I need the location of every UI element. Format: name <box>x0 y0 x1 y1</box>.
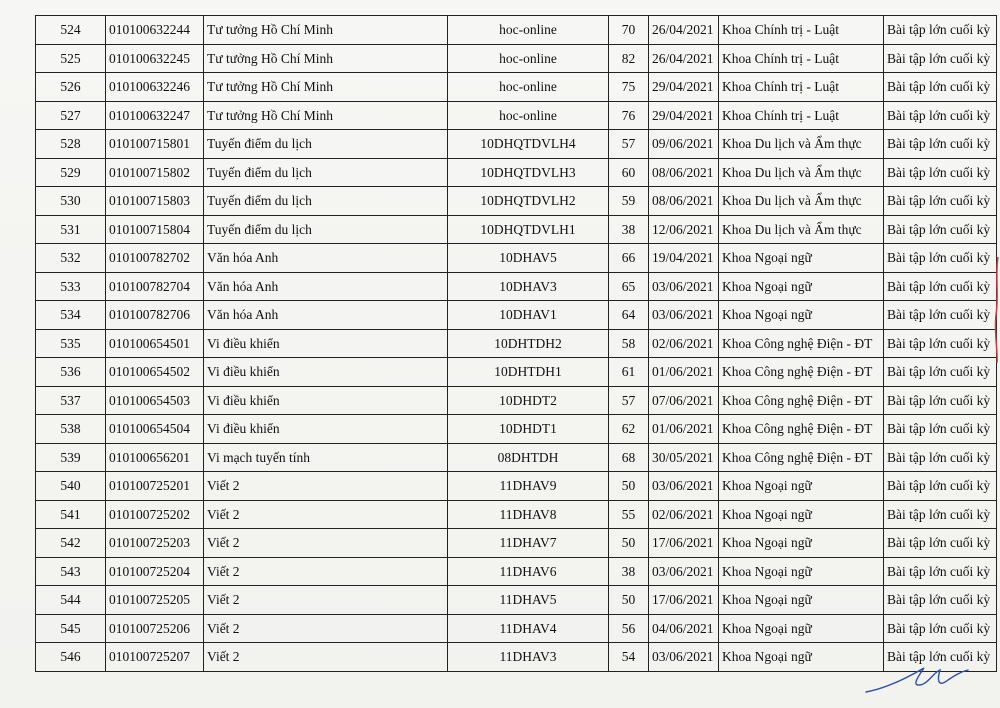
faculty-name-cell: Khoa Chính trị - Luật <box>719 16 884 45</box>
faculty-name-cell: Khoa Ngoại ngữ <box>719 643 884 672</box>
faculty-name-cell: Khoa Công nghệ Điện - ĐT <box>719 415 884 444</box>
class-code-cell: 11DHAV3 <box>448 643 609 672</box>
table-row <box>36 101 997 130</box>
faculty-name-cell: Khoa Ngoại ngữ <box>719 244 884 273</box>
student-count-cell: 57 <box>609 386 649 415</box>
exam-date-cell: 29/04/2021 <box>649 101 719 130</box>
row-number-cell: 539 <box>36 443 106 472</box>
signature-mark <box>862 658 972 698</box>
student-count-cell: 55 <box>609 500 649 529</box>
table-row <box>36 500 997 529</box>
class-code-cell: 10DHAV5 <box>448 244 609 273</box>
course-name-cell: Viết 2 <box>204 643 448 672</box>
course-code-cell: 010100632244 <box>106 16 204 45</box>
course-name-cell: Viết 2 <box>204 529 448 558</box>
faculty-name-cell: Khoa Ngoại ngữ <box>719 472 884 501</box>
exam-form-cell: Bài tập lớn cuối kỳ <box>884 272 997 301</box>
course-name-cell: Tư tưởng Hồ Chí Minh <box>204 101 448 130</box>
course-name-cell: Tuyến điểm du lịch <box>204 158 448 187</box>
row-number-cell: 543 <box>36 557 106 586</box>
exam-date-cell: 08/06/2021 <box>649 158 719 187</box>
table-row <box>36 44 997 73</box>
course-name-cell: Viết 2 <box>204 472 448 501</box>
faculty-name-cell: Khoa Chính trị - Luật <box>719 44 884 73</box>
faculty-name-cell: Khoa Ngoại ngữ <box>719 557 884 586</box>
row-number-cell: 545 <box>36 614 106 643</box>
class-code-cell: 08DHTDH <box>448 443 609 472</box>
row-number-cell: 538 <box>36 415 106 444</box>
row-number-cell: 536 <box>36 358 106 387</box>
exam-form-cell: Bài tập lớn cuối kỳ <box>884 643 997 672</box>
exam-date-cell: 26/04/2021 <box>649 44 719 73</box>
table-body <box>36 16 997 672</box>
faculty-name-cell: Khoa Chính trị - Luật <box>719 101 884 130</box>
exam-date-cell: 26/04/2021 <box>649 16 719 45</box>
student-count-cell: 50 <box>609 472 649 501</box>
student-count-cell: 75 <box>609 73 649 102</box>
course-code-cell: 010100725207 <box>106 643 204 672</box>
class-code-cell: 10DHTDH2 <box>448 329 609 358</box>
course-name-cell: Tuyến điểm du lịch <box>204 187 448 216</box>
row-number-cell: 535 <box>36 329 106 358</box>
course-name-cell: Tư tưởng Hồ Chí Minh <box>204 16 448 45</box>
course-code-cell: 010100725204 <box>106 557 204 586</box>
row-number-cell: 525 <box>36 44 106 73</box>
student-count-cell: 56 <box>609 614 649 643</box>
exam-date-cell: 03/06/2021 <box>649 557 719 586</box>
student-count-cell: 70 <box>609 16 649 45</box>
class-code-cell: 10DHQTDVLH2 <box>448 187 609 216</box>
student-count-cell: 50 <box>609 529 649 558</box>
course-code-cell: 010100715803 <box>106 187 204 216</box>
table-row <box>36 158 997 187</box>
exam-date-cell: 03/06/2021 <box>649 272 719 301</box>
student-count-cell: 64 <box>609 301 649 330</box>
class-code-cell: 11DHAV7 <box>448 529 609 558</box>
exam-form-cell: Bài tập lớn cuối kỳ <box>884 101 997 130</box>
course-name-cell: Viết 2 <box>204 614 448 643</box>
exam-form-cell: Bài tập lớn cuối kỳ <box>884 187 997 216</box>
faculty-name-cell: Khoa Công nghệ Điện - ĐT <box>719 329 884 358</box>
table-row <box>36 16 997 45</box>
exam-form-cell: Bài tập lớn cuối kỳ <box>884 244 997 273</box>
faculty-name-cell: Khoa Du lịch và Ẩm thực <box>719 158 884 187</box>
student-count-cell: 58 <box>609 329 649 358</box>
student-count-cell: 38 <box>609 557 649 586</box>
course-code-cell: 010100654502 <box>106 358 204 387</box>
course-code-cell: 010100632245 <box>106 44 204 73</box>
exam-form-cell: Bài tập lớn cuối kỳ <box>884 586 997 615</box>
class-code-cell: 10DHDT2 <box>448 386 609 415</box>
course-name-cell: Tư tưởng Hồ Chí Minh <box>204 44 448 73</box>
table-row <box>36 130 997 159</box>
exam-date-cell: 09/06/2021 <box>649 130 719 159</box>
student-count-cell: 54 <box>609 643 649 672</box>
row-number-cell: 524 <box>36 16 106 45</box>
student-count-cell: 76 <box>609 101 649 130</box>
row-number-cell: 530 <box>36 187 106 216</box>
course-name-cell: Văn hóa Anh <box>204 301 448 330</box>
student-count-cell: 60 <box>609 158 649 187</box>
table-row <box>36 529 997 558</box>
table-row <box>36 329 997 358</box>
row-number-cell: 537 <box>36 386 106 415</box>
course-code-cell: 010100782704 <box>106 272 204 301</box>
course-name-cell: Tư tưởng Hồ Chí Minh <box>204 73 448 102</box>
class-code-cell: hoc-online <box>448 44 609 73</box>
exam-form-cell: Bài tập lớn cuối kỳ <box>884 215 997 244</box>
student-count-cell: 65 <box>609 272 649 301</box>
class-code-cell: hoc-online <box>448 101 609 130</box>
course-name-cell: Vi điều khiển <box>204 415 448 444</box>
class-code-cell: hoc-online <box>448 16 609 45</box>
exam-date-cell: 02/06/2021 <box>649 500 719 529</box>
faculty-name-cell: Khoa Du lịch và Ẩm thực <box>719 187 884 216</box>
row-number-cell: 526 <box>36 73 106 102</box>
exam-form-cell: Bài tập lớn cuối kỳ <box>884 44 997 73</box>
row-number-cell: 534 <box>36 301 106 330</box>
exam-form-cell: Bài tập lớn cuối kỳ <box>884 73 997 102</box>
table-row <box>36 215 997 244</box>
course-code-cell: 010100725205 <box>106 586 204 615</box>
class-code-cell: 10DHTDH1 <box>448 358 609 387</box>
course-name-cell: Vi điều khiển <box>204 386 448 415</box>
exam-date-cell: 03/06/2021 <box>649 643 719 672</box>
class-code-cell: 11DHAV6 <box>448 557 609 586</box>
exam-date-cell: 17/06/2021 <box>649 529 719 558</box>
exam-date-cell: 01/06/2021 <box>649 358 719 387</box>
row-number-cell: 544 <box>36 586 106 615</box>
class-code-cell: 10DHDT1 <box>448 415 609 444</box>
class-code-cell: 10DHQTDVLH4 <box>448 130 609 159</box>
table-row <box>36 472 997 501</box>
exam-form-cell: Bài tập lớn cuối kỳ <box>884 557 997 586</box>
exam-form-cell: Bài tập lớn cuối kỳ <box>884 500 997 529</box>
course-code-cell: 010100654501 <box>106 329 204 358</box>
faculty-name-cell: Khoa Ngoại ngữ <box>719 272 884 301</box>
table-row <box>36 614 997 643</box>
class-code-cell: 11DHAV9 <box>448 472 609 501</box>
row-number-cell: 532 <box>36 244 106 273</box>
course-name-cell: Viết 2 <box>204 557 448 586</box>
course-name-cell: Tuyến điểm du lịch <box>204 130 448 159</box>
table-row <box>36 358 997 387</box>
student-count-cell: 68 <box>609 443 649 472</box>
row-number-cell: 531 <box>36 215 106 244</box>
course-code-cell: 010100654503 <box>106 386 204 415</box>
faculty-name-cell: Khoa Ngoại ngữ <box>719 614 884 643</box>
faculty-name-cell: Khoa Ngoại ngữ <box>719 500 884 529</box>
student-count-cell: 61 <box>609 358 649 387</box>
table-row <box>36 272 997 301</box>
course-code-cell: 010100782702 <box>106 244 204 273</box>
exam-date-cell: 03/06/2021 <box>649 472 719 501</box>
exam-date-cell: 03/06/2021 <box>649 301 719 330</box>
course-name-cell: Văn hóa Anh <box>204 244 448 273</box>
exam-date-cell: 30/05/2021 <box>649 443 719 472</box>
course-name-cell: Văn hóa Anh <box>204 272 448 301</box>
course-code-cell: 010100656201 <box>106 443 204 472</box>
course-name-cell: Viết 2 <box>204 586 448 615</box>
course-code-cell: 010100715804 <box>106 215 204 244</box>
exam-form-cell: Bài tập lớn cuối kỳ <box>884 158 997 187</box>
row-number-cell: 540 <box>36 472 106 501</box>
exam-date-cell: 04/06/2021 <box>649 614 719 643</box>
row-number-cell: 527 <box>36 101 106 130</box>
faculty-name-cell: Khoa Du lịch và Ẩm thực <box>719 215 884 244</box>
class-code-cell: 10DHQTDVLH3 <box>448 158 609 187</box>
row-number-cell: 546 <box>36 643 106 672</box>
course-name-cell: Vi điều khiển <box>204 358 448 387</box>
student-count-cell: 50 <box>609 586 649 615</box>
row-number-cell: 533 <box>36 272 106 301</box>
exam-date-cell: 12/06/2021 <box>649 215 719 244</box>
exam-form-cell: Bài tập lớn cuối kỳ <box>884 358 997 387</box>
class-code-cell: 11DHAV4 <box>448 614 609 643</box>
student-count-cell: 38 <box>609 215 649 244</box>
row-number-cell: 542 <box>36 529 106 558</box>
exam-date-cell: 07/06/2021 <box>649 386 719 415</box>
exam-schedule-table <box>35 15 997 672</box>
exam-form-cell: Bài tập lớn cuối kỳ <box>884 329 997 358</box>
table-row <box>36 386 997 415</box>
exam-form-cell: Bài tập lớn cuối kỳ <box>884 614 997 643</box>
exam-form-cell: Bài tập lớn cuối kỳ <box>884 443 997 472</box>
course-name-cell: Viết 2 <box>204 500 448 529</box>
table-row <box>36 586 997 615</box>
exam-form-cell: Bài tập lớn cuối kỳ <box>884 16 997 45</box>
exam-date-cell: 02/06/2021 <box>649 329 719 358</box>
course-code-cell: 010100715802 <box>106 158 204 187</box>
exam-date-cell: 19/04/2021 <box>649 244 719 273</box>
class-code-cell: 11DHAV5 <box>448 586 609 615</box>
faculty-name-cell: Khoa Công nghệ Điện - ĐT <box>719 386 884 415</box>
faculty-name-cell: Khoa Chính trị - Luật <box>719 73 884 102</box>
exam-form-cell: Bài tập lớn cuối kỳ <box>884 472 997 501</box>
student-count-cell: 66 <box>609 244 649 273</box>
table-row <box>36 415 997 444</box>
course-name-cell: Vi điều khiển <box>204 329 448 358</box>
course-code-cell: 010100725202 <box>106 500 204 529</box>
course-code-cell: 010100715801 <box>106 130 204 159</box>
course-code-cell: 010100782706 <box>106 301 204 330</box>
table-row <box>36 73 997 102</box>
course-code-cell: 010100725206 <box>106 614 204 643</box>
exam-date-cell: 29/04/2021 <box>649 73 719 102</box>
exam-form-cell: Bài tập lớn cuối kỳ <box>884 529 997 558</box>
class-code-cell: 10DHQTDVLH1 <box>448 215 609 244</box>
course-code-cell: 010100725201 <box>106 472 204 501</box>
exam-date-cell: 17/06/2021 <box>649 586 719 615</box>
row-number-cell: 529 <box>36 158 106 187</box>
exam-form-cell: Bài tập lớn cuối kỳ <box>884 130 997 159</box>
exam-date-cell: 01/06/2021 <box>649 415 719 444</box>
course-code-cell: 010100654504 <box>106 415 204 444</box>
student-count-cell: 59 <box>609 187 649 216</box>
faculty-name-cell: Khoa Công nghệ Điện - ĐT <box>719 443 884 472</box>
table-row <box>36 643 997 672</box>
class-code-cell: 11DHAV8 <box>448 500 609 529</box>
faculty-name-cell: Khoa Ngoại ngữ <box>719 301 884 330</box>
class-code-cell: 10DHAV1 <box>448 301 609 330</box>
student-count-cell: 57 <box>609 130 649 159</box>
stamp-edge-mark <box>992 255 1000 365</box>
course-code-cell: 010100632247 <box>106 101 204 130</box>
exam-form-cell: Bài tập lớn cuối kỳ <box>884 415 997 444</box>
table-row <box>36 301 997 330</box>
class-code-cell: hoc-online <box>448 73 609 102</box>
student-count-cell: 82 <box>609 44 649 73</box>
faculty-name-cell: Khoa Ngoại ngữ <box>719 586 884 615</box>
exam-date-cell: 08/06/2021 <box>649 187 719 216</box>
course-name-cell: Tuyến điểm du lịch <box>204 215 448 244</box>
row-number-cell: 528 <box>36 130 106 159</box>
faculty-name-cell: Khoa Ngoại ngữ <box>719 529 884 558</box>
course-code-cell: 010100725203 <box>106 529 204 558</box>
faculty-name-cell: Khoa Du lịch và Ẩm thực <box>719 130 884 159</box>
faculty-name-cell: Khoa Công nghệ Điện - ĐT <box>719 358 884 387</box>
course-code-cell: 010100632246 <box>106 73 204 102</box>
row-number-cell: 541 <box>36 500 106 529</box>
class-code-cell: 10DHAV3 <box>448 272 609 301</box>
table-row <box>36 244 997 273</box>
table-row <box>36 187 997 216</box>
course-name-cell: Vi mạch tuyến tính <box>204 443 448 472</box>
exam-form-cell: Bài tập lớn cuối kỳ <box>884 301 997 330</box>
exam-form-cell: Bài tập lớn cuối kỳ <box>884 386 997 415</box>
table-row <box>36 443 997 472</box>
student-count-cell: 62 <box>609 415 649 444</box>
table-row <box>36 557 997 586</box>
